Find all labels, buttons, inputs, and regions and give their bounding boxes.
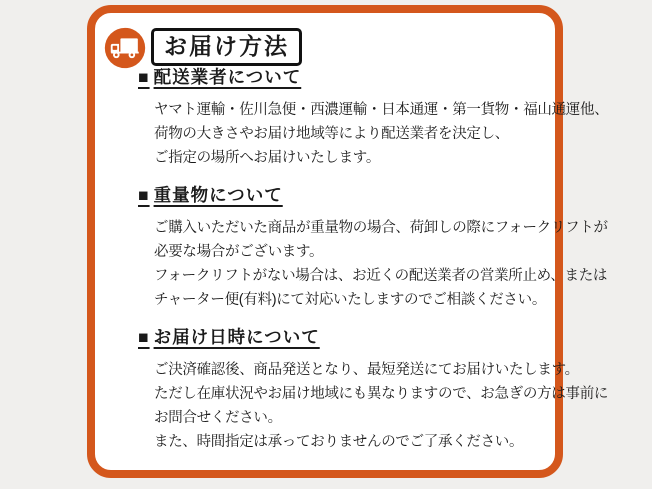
section-delivery-date-title: お届け日時について <box>153 327 320 347</box>
section-carriers-title: 配送業者について <box>153 67 302 87</box>
section-bullet: ■ <box>138 67 150 87</box>
section-bullet: ■ <box>138 327 150 347</box>
section-heavy-items-title: 重量物について <box>153 185 283 205</box>
section-heavy-items <box>138 184 608 312</box>
section-carriers-header <box>138 66 548 88</box>
section-delivery-date-header <box>138 326 548 348</box>
text-line: お問合せください。 <box>154 410 282 426</box>
text-line: 荷物の大きさやお届け地域等により配送業者を決定し、 <box>154 126 509 142</box>
text-line: フォークリフトがない場合は、お近くの配送業者の営業所止め、または <box>154 268 608 284</box>
text-line: ご指定の場所へお届けいたします。 <box>154 150 381 166</box>
section-bullet: ■ <box>138 185 150 205</box>
text-line: ご決済確認後、商品発送となり、最短発送にてお届けいたします。 <box>154 362 579 378</box>
truck-icon <box>103 26 147 70</box>
text-line: ヤマト運輸・佐川急便・西濃運輸・日本通運・第一貨物・福山通運他、 <box>154 102 609 118</box>
text-line: 必要な場合がございます。 <box>154 244 324 260</box>
text-line: チャーター便(有料)にて対応いたしますのでご相談ください。 <box>154 292 547 308</box>
page-title: お届け方法 <box>151 28 302 66</box>
section-carriers <box>138 66 609 170</box>
section-delivery-date-body <box>138 358 609 454</box>
section-delivery-date <box>138 326 609 454</box>
section-carriers-body <box>138 98 609 170</box>
text-line: また、時間指定は承っておりませんのでご了承ください。 <box>154 434 524 450</box>
delivery-info-content <box>138 66 609 454</box>
text-line: ただし在庫状況やお届け地域にも異なりますので、お急ぎの方は事前に <box>154 386 609 402</box>
text-line: ご購入いただいた商品が重量物の場合、荷卸しの際にフォークリフトが <box>154 220 608 236</box>
section-heavy-items-header <box>138 184 548 206</box>
section-heavy-items-body <box>138 216 608 312</box>
